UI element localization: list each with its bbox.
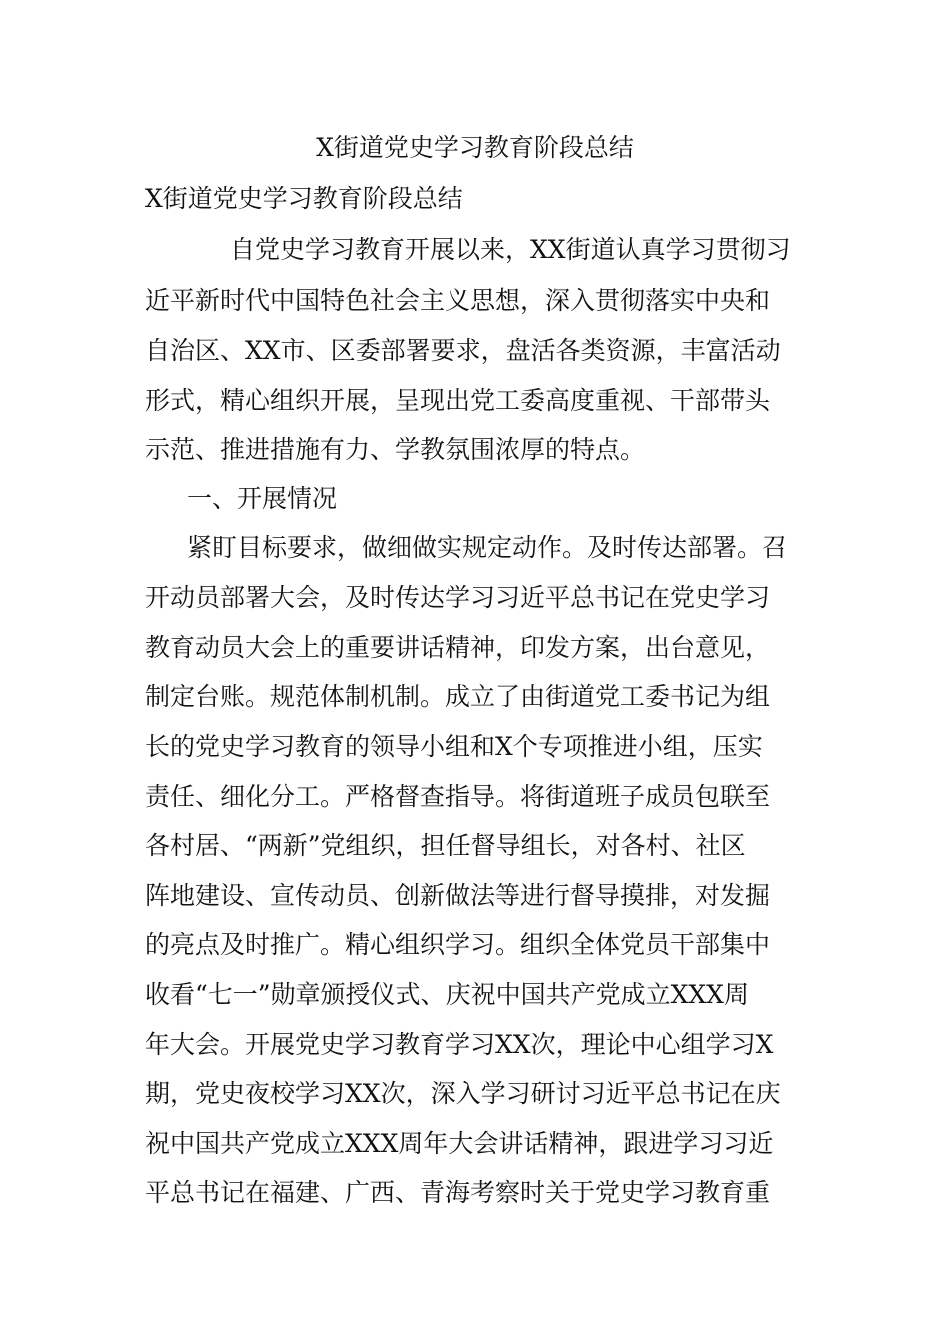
section-heading: 一、开展情况 <box>187 484 338 513</box>
paragraph-1-line: 自治区、XX市、区委部署要求，盘活各类资源，丰富活动 <box>145 336 781 365</box>
paragraph-2-line: 期，党史夜校学习XX次，深入学习研讨习近平总书记在庆 <box>145 1079 781 1108</box>
paragraph-1-line: 形式，精心组织开展，呈现出党工委高度重视、干部带头 <box>145 386 771 415</box>
paragraph-2-line: 收看“七一”勋章颁授仪式、庆祝中国共产党成立XXX周 <box>145 980 749 1009</box>
document-title: X街道党史学习教育阶段总结 <box>316 133 634 162</box>
paragraph-1-line: 示范、推进措施有力、学教氛围浓厚的特点。 <box>145 435 646 464</box>
document-subtitle: X街道党史学习教育阶段总结 <box>145 184 463 213</box>
paragraph-2-line: 责任、细化分工。严格督查指导。将街道班子成员包联至 <box>145 782 771 811</box>
paragraph-2-line: 长的党史学习教育的领导小组和X个专项推进小组，压实 <box>145 732 763 761</box>
paragraph-2-line: 教育动员大会上的重要讲话精神，印发方案，出台意见， <box>145 633 771 662</box>
paragraph-2-line: 阵地建设、宣传动员、创新做法等进行督导摸排，对发掘 <box>145 881 771 910</box>
paragraph-2-line: 开动员部署大会，及时传达学习习近平总书记在党史学习 <box>145 583 771 612</box>
paragraph-2-line: 的亮点及时推广。精心组织学习。组织全体党员干部集中 <box>145 930 771 959</box>
paragraph-2-line: 制定台账。规范体制机制。成立了由街道党工委书记为组 <box>145 682 771 711</box>
paragraph-2-line: 祝中国共产党成立XXX周年大会讲话精神，跟进学习习近 <box>145 1129 774 1158</box>
paragraph-2-line: 紧盯目标要求，做细做实规定动作。及时传达部署。召 <box>187 533 788 562</box>
paragraph-2-line: 年大会。开展党史学习教育学习XX次，理论中心组学习X <box>145 1030 774 1059</box>
paragraph-1-line: 近平新时代中国特色社会主义思想，深入贯彻落实中央和 <box>145 286 771 315</box>
paragraph-2-line: 平总书记在福建、广西、青海考察时关于党史学习教育重 <box>145 1178 771 1207</box>
paragraph-2-line: 各村居、“两新”党组织，担任督导组长，对各村、社区 <box>145 831 746 860</box>
paragraph-1-line: 自党史学习教育开展以来，XX街道认真学习贯彻习 <box>230 235 791 264</box>
